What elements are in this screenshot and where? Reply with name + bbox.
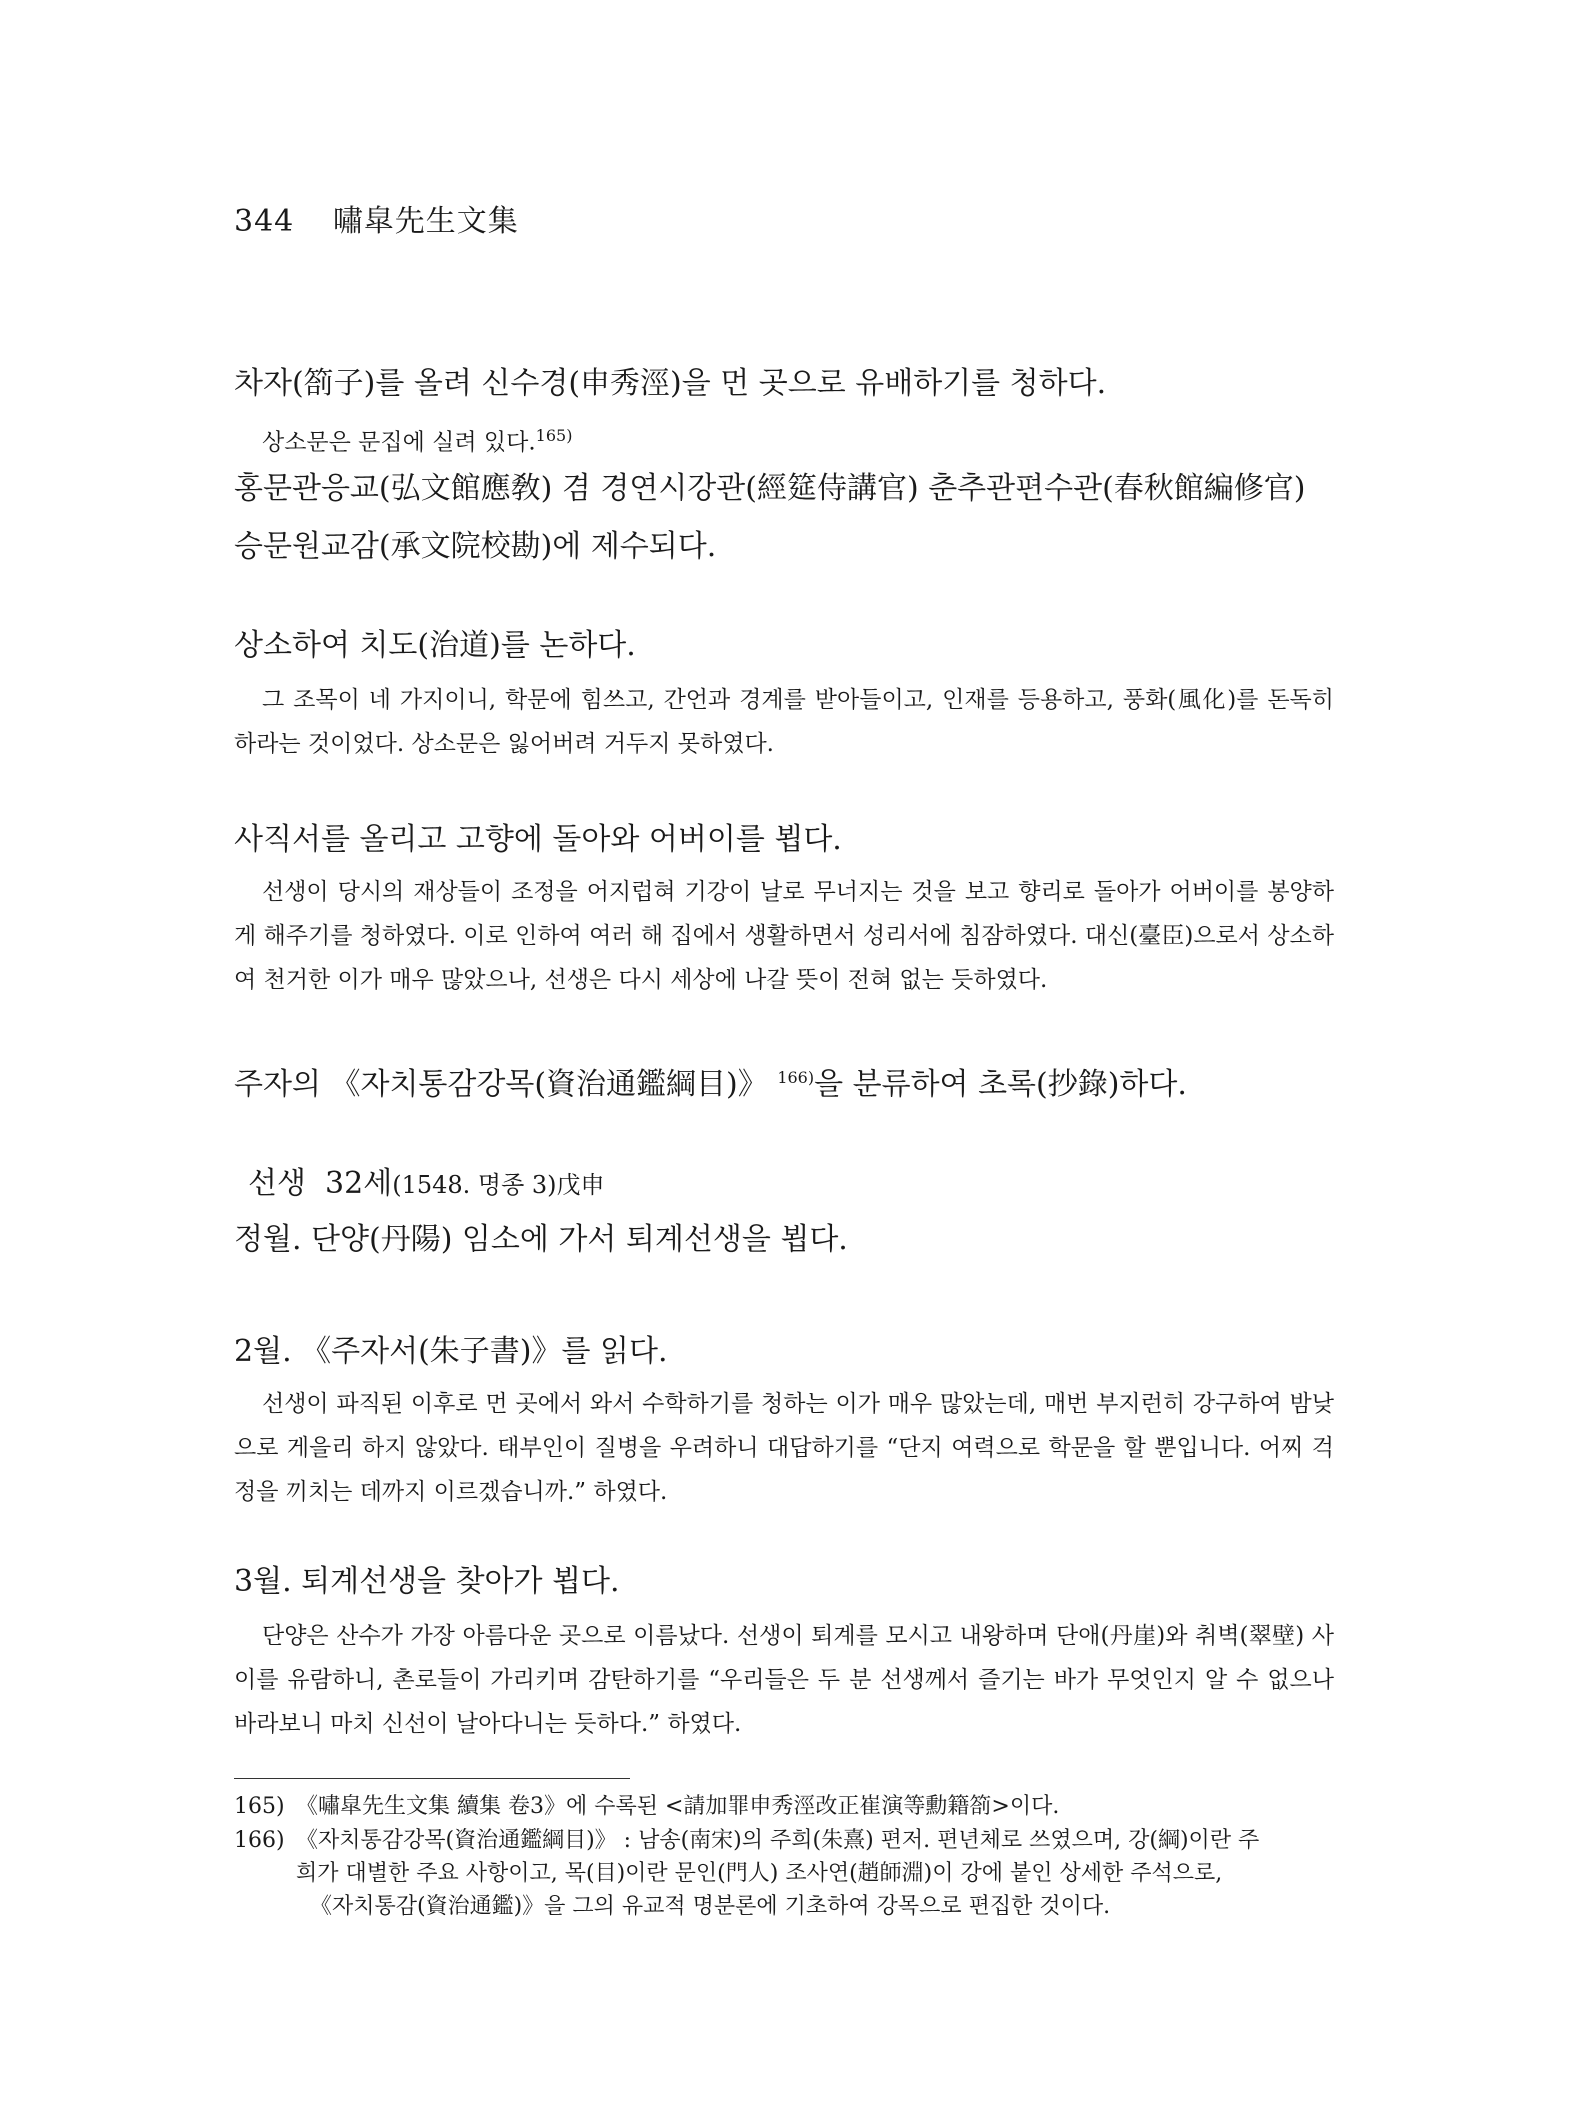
- entry-heading: 상소하여 치도(治道)를 논하다.: [234, 628, 636, 663]
- footnote-text: 《자치통감강목(資治通鑑綱目)》 : 남송(南宋)의 주희(朱熹) 편저. 편년체로 쓰였으며, 강(綱)이란 주: [296, 1828, 1260, 1853]
- footnote-ref: 166): [777, 1068, 815, 1087]
- footnote-text: 《嘯皐先生文集 續集 卷3》에 수록된 <請加罪申秀涇改正崔演等勳籍箚>이다.: [296, 1794, 1060, 1819]
- footnote-text: 《자치통감(資治通鑑)》을 그의 유교적 명분론에 기초하여 강목으로 편집한 것이다.: [310, 1894, 1111, 1919]
- footnote-divider: [234, 1778, 630, 1779]
- entry-heading: 차자(箚子)를 올려 신수경(申秀涇)을 먼 곳으로 유배하기를 청하다.: [234, 366, 1107, 401]
- footnote-number: 165): [234, 1794, 285, 1819]
- entry-heading: 사직서를 올리고 고향에 돌아와 어버이를 뵙다.: [234, 822, 842, 857]
- footnote: [234, 1790, 1344, 1823]
- year-label: 선생: [248, 1166, 306, 1201]
- entry-body: 단양은 산수가 가장 아름다운 곳으로 이름났다. 선생이 퇴계를 모시고 내왕하며 단애(丹崖)와 취벽(翠壁) 사이를 유람하니, 촌로들이 가리키며 감탄하기를 “우리들은 두 분 선생께서 즐기는 바가 무엇인지 알 수 없으나 바라보니 마치 신선이 날아다니는 듯하다.” 하였다.: [234, 1623, 1334, 1737]
- footnote-number: 166): [234, 1828, 285, 1853]
- footnote-text: 희가 대별한 주요 사항이고, 목(目)이란 문인(門人) 조사연(趙師淵)이 강에 붙인 상세한 주석으로,: [296, 1861, 1223, 1886]
- entry-heading: 3월. 퇴계선생을 찾아가 뵙다.: [234, 1564, 620, 1599]
- page-number: 344: [234, 204, 295, 239]
- year-age: 32세: [325, 1166, 393, 1201]
- book-title: 嘯皐先生文集: [332, 204, 519, 239]
- entry-heading: 2월. 《주자서(朱子書)》를 읽다.: [234, 1334, 668, 1369]
- entry-heading: 정월. 단양(丹陽) 임소에 가서 퇴계선생을 뵙다.: [234, 1222, 848, 1257]
- entry-body: 선생이 파직된 이후로 먼 곳에서 와서 수학하기를 청하는 이가 매우 많았는데, 매번 부지런히 강구하여 밤낮으로 게을리 하지 않았다. 태부인이 질병을 우려하니 대답하기를 “단지 여력으로 학문을 할 뿐입니다. 어찌 걱정을 끼치는 데까지 이르겠습니까.” 하였다.: [234, 1391, 1334, 1505]
- footnote-ref: 165): [535, 426, 573, 445]
- year-line: [248, 1162, 1348, 1207]
- appointment-text: 홍문관응교(弘文館應敎) 겸 경연시강관(經筵侍講官) 춘추관편수관(春秋館編修官) 승문원교감(承文院校勘)에 제수되다.: [234, 471, 1306, 564]
- entry-heading: 주자의 《자치통감강목(資治通鑑綱目)》 $^{166)}$을 분류하여 초록(抄錄)하다.: [234, 1067, 1187, 1102]
- year-detail: (1548. 명종 3)戊申: [392, 1171, 605, 1199]
- page-header: [234, 196, 519, 240]
- entry-note: 상소문은 문집에 실려 있다.$^{165)}$: [262, 426, 573, 456]
- footnote: [234, 1824, 1344, 1923]
- entry-body: 그 조목이 네 가지이니, 학문에 힘쓰고, 간언과 경계를 받아들이고, 인재를 등용하고, 풍화(風化)를 돈독히 하라는 것이었다. 상소문은 잃어버려 거두지 못하였다.: [234, 687, 1334, 757]
- entry-body: 선생이 당시의 재상들이 조정을 어지럽혀 기강이 날로 무너지는 것을 보고 향리로 돌아가 어버이를 봉양하게 해주기를 청하였다. 이로 인하여 여러 해 집에서 생활하면서 성리서에 침잠하였다. 대신(臺臣)으로서 상소하여 천거한 이가 매우 많았으나, 선생은 다시 세상에 나갈 뜻이 전혀 없는 듯하였다.: [234, 879, 1334, 993]
